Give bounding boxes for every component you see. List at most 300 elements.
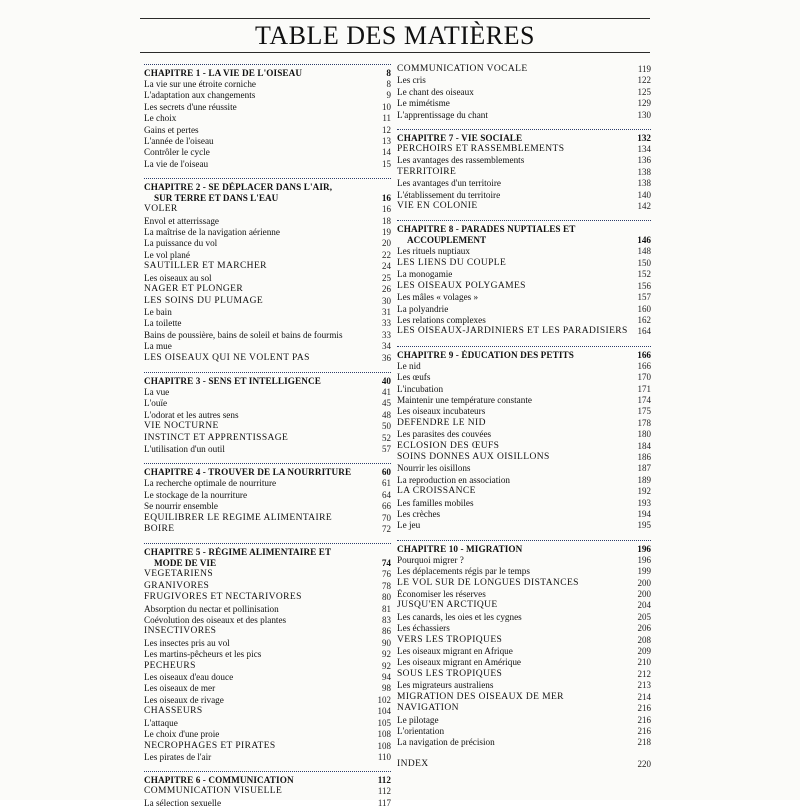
page-number: 187 <box>637 463 651 474</box>
chapter-title-continued: SUR TERRE ET DANS L'EAU <box>154 193 279 204</box>
toc-subentry[interactable] <box>144 273 391 284</box>
page-number: 105 <box>377 717 391 728</box>
subentry-title: Absorption du nectar et pollinisation <box>144 603 279 614</box>
page-number: 205 <box>637 611 651 622</box>
page-number: 210 <box>637 657 651 668</box>
toc-section-entry[interactable] <box>144 626 391 637</box>
toc-section-entry[interactable] <box>144 592 391 603</box>
toc-subentry[interactable] <box>397 406 651 417</box>
toc-subentry[interactable] <box>397 657 651 668</box>
page-number: 184 <box>637 440 651 451</box>
toc-section-entry[interactable] <box>144 284 391 295</box>
chapter-title-line-2 <box>144 193 391 204</box>
chapter-title-line-2 <box>144 558 391 569</box>
page-number: 66 <box>382 501 391 512</box>
toc-section-entry[interactable] <box>397 281 651 292</box>
toc-index-entry[interactable] <box>397 759 651 770</box>
page-number: 189 <box>637 474 651 485</box>
toc-subentry[interactable] <box>144 387 391 398</box>
chapter-title: CHAPITRE 6 - COMMUNICATION <box>144 775 294 786</box>
subentry-title: Gains et pertes <box>144 124 199 135</box>
toc-section-entry[interactable] <box>397 64 651 75</box>
subentry-title: Le choix <box>144 113 177 124</box>
section-title: LES OISEAUX-JARDINIERS ET LES PARADISIERS <box>397 326 628 337</box>
page-number: 15 <box>382 158 391 169</box>
subentry-title: L'utilisation d'un outil <box>144 443 225 454</box>
toc-subentry[interactable] <box>397 304 651 315</box>
toc-subentry[interactable] <box>397 520 651 531</box>
subentry-title: Les secrets d'une réussite <box>144 101 237 112</box>
toc-subentry[interactable] <box>397 155 651 166</box>
toc-section-entry[interactable] <box>397 167 651 178</box>
toc-section-entry[interactable] <box>397 144 651 155</box>
section-title: DÉFENDRE LE NID <box>397 417 486 428</box>
page-number: 178 <box>637 417 651 428</box>
toc-section-entry[interactable] <box>397 486 651 497</box>
subentry-title: Les oiseaux de rivage <box>144 694 224 705</box>
page-number: 16 <box>382 204 391 215</box>
toc-section-entry[interactable] <box>144 433 391 444</box>
page-number: 25 <box>382 272 391 283</box>
page-number: 70 <box>382 512 391 523</box>
page-number: 194 <box>637 509 651 519</box>
page-number: 10 <box>382 101 391 112</box>
toc-subentry[interactable] <box>397 87 651 98</box>
page-number: 213 <box>637 680 651 691</box>
toc-subentry[interactable] <box>397 395 651 406</box>
subentry-title: Les échassiers <box>397 623 450 634</box>
toc-subentry[interactable] <box>397 646 651 657</box>
toc-subentry[interactable] <box>144 752 391 763</box>
subentry-title: Les martins-pêcheurs et les pics <box>144 649 262 660</box>
page-number: 200 <box>637 577 651 588</box>
subentry-title: Les familles mobiles <box>397 497 474 508</box>
page-number: 31 <box>382 306 391 317</box>
page-number: 216 <box>637 725 651 736</box>
page-number: 86 <box>382 626 391 637</box>
toc-chapter-heading[interactable] <box>397 346 651 361</box>
section-title: BOIRE <box>144 524 175 534</box>
subentry-title: Pourquoi migrer ? <box>397 554 464 565</box>
subentry-title: Coévolution des oiseaux et des plantes <box>144 615 287 626</box>
toc-chapter-heading[interactable] <box>144 178 391 204</box>
subentry-title: La sélection sexuelle <box>144 797 222 808</box>
toc-subentry[interactable] <box>397 566 651 577</box>
toc-subentry[interactable] <box>397 269 651 280</box>
toc-section-entry[interactable] <box>397 692 651 703</box>
subentry-title: Le bain <box>144 306 172 317</box>
subentry-title: L'ouïe <box>144 398 168 409</box>
section-title: COMMUNICATION VOCALE <box>397 64 528 74</box>
page-number: 57 <box>382 443 391 454</box>
subentry-title: Les pirates de l'air <box>144 751 212 762</box>
subentry-title: Le chant des oiseaux <box>397 86 474 97</box>
subentry-title: L'orientation <box>397 725 445 736</box>
toc-subentry[interactable] <box>144 238 391 249</box>
page-number: 22 <box>382 249 391 260</box>
toc-subentry[interactable] <box>397 384 651 395</box>
toc-subentry[interactable] <box>397 509 651 520</box>
toc-subentry[interactable] <box>397 612 651 623</box>
toc-subentry[interactable] <box>397 246 651 257</box>
toc-section-entry[interactable] <box>397 635 651 646</box>
page-number: 30 <box>382 295 391 306</box>
toc-subentry[interactable] <box>397 315 651 326</box>
subentry-title: L'incubation <box>397 383 444 394</box>
section-title: NAGER ET PLONGER <box>144 284 244 295</box>
toc-subentry[interactable] <box>397 372 651 383</box>
chapter-title-continued: ACCOUPLEMENT <box>407 235 487 246</box>
subentry-title: Bains de poussière, bains de soleil et bains de fourmis <box>144 329 343 340</box>
toc-subentry[interactable] <box>397 589 651 600</box>
subentry-title: La monogamie <box>397 269 453 280</box>
section-title: CHASSEURS <box>144 706 203 717</box>
toc-section-entry[interactable] <box>397 326 651 337</box>
toc-subentry[interactable] <box>144 649 391 660</box>
toc-subentry[interactable] <box>144 729 391 740</box>
section-title: PERCHOIRS ET RASSEMBLEMENTS <box>397 144 565 155</box>
page-number: 170 <box>637 372 651 383</box>
chapter-title-line-1 <box>397 224 651 235</box>
toc-chapter-heading[interactable] <box>397 129 651 144</box>
toc-chapter-heading[interactable] <box>144 771 391 786</box>
subentry-title: Le stockage de la nourriture <box>144 489 248 500</box>
toc-chapter-heading[interactable] <box>144 463 391 478</box>
page-number: 140 <box>637 189 651 200</box>
page-number: 136 <box>637 155 651 166</box>
toc-subentry[interactable] <box>144 501 391 512</box>
section-title: ÉQUILIBRER LE RÉGIME ALIMENTAIRE <box>144 512 333 523</box>
section-title: SOINS DONNÉS AUX OISILLONS <box>397 451 550 462</box>
page-number: 76 <box>382 569 391 580</box>
toc-subentry[interactable] <box>144 410 391 421</box>
page-number: 216 <box>637 703 651 714</box>
toc-subentry[interactable] <box>144 341 391 352</box>
toc-subentry[interactable] <box>144 125 391 136</box>
chapter-title: CHAPITRE 10 - MIGRATION <box>397 543 523 554</box>
toc-subentry[interactable] <box>144 113 391 124</box>
toc-subentry[interactable] <box>397 110 651 121</box>
page-number: 83 <box>382 615 391 626</box>
page-number: 146 <box>637 235 651 246</box>
section-title: LES OISEAUX QUI NE VOLENT PAS <box>144 352 310 363</box>
toc-section-entry[interactable] <box>397 703 651 714</box>
page-number: 20 <box>382 238 391 249</box>
toc-subentry[interactable] <box>144 216 391 227</box>
toc-subentry[interactable] <box>144 638 391 649</box>
toc-section-entry[interactable] <box>397 201 651 212</box>
toc-section-entry[interactable] <box>144 296 391 307</box>
subentry-title: Les rituels nuptiaux <box>397 246 470 257</box>
page-number: 125 <box>637 86 651 97</box>
subentry-title: Les oiseaux incubateurs <box>397 406 486 417</box>
toc-subentry[interactable] <box>144 79 391 90</box>
section-title: MIGRATION DES OISEAUX DE MER <box>397 691 564 702</box>
toc-chapter-heading[interactable] <box>144 64 391 79</box>
section-title: PÊCHEURS <box>144 660 196 671</box>
toc-subentry[interactable] <box>397 178 651 189</box>
page-number: 112 <box>377 786 391 797</box>
section-title: VIE NOCTURNE <box>144 421 219 432</box>
toc-section-entry[interactable] <box>397 418 651 429</box>
page-number: 110 <box>377 751 391 762</box>
page-number: 218 <box>637 737 651 748</box>
subentry-title: Le vol plané <box>144 249 190 260</box>
section-title: FRUGIVORES ET NECTARIVORES <box>144 592 302 603</box>
toc-section-entry[interactable] <box>144 786 391 797</box>
chapter-title: CHAPITRE 3 - SENS ET INTELLIGENCE <box>144 375 321 386</box>
toc-section-entry[interactable] <box>144 204 391 215</box>
page-number: 94 <box>382 672 391 683</box>
chapter-title: CHAPITRE 2 - SE DÉPLACER DANS L'AIR, <box>144 182 333 193</box>
toc-section-entry[interactable] <box>397 441 651 452</box>
page-number: 206 <box>637 623 651 634</box>
header-rule-top <box>140 18 650 19</box>
toc-subentry[interactable] <box>144 147 391 158</box>
subentry-title: L'établissement du territoire <box>397 189 501 200</box>
page-number: 104 <box>377 706 391 717</box>
toc-subentry[interactable] <box>144 798 391 809</box>
section-title: SAUTILLER ET MARCHER <box>144 261 267 272</box>
section-title: TERRITOIRE <box>397 166 457 177</box>
subentry-title: L'apprentissage du chant <box>397 109 488 120</box>
page-number: 40 <box>381 375 391 386</box>
page-number: 98 <box>382 683 391 694</box>
page-number: 78 <box>382 580 391 591</box>
page-header <box>140 18 650 52</box>
page-number: 36 <box>382 352 391 363</box>
subentry-title: Le mimétisme <box>397 98 450 109</box>
toc-section-entry[interactable] <box>144 661 391 672</box>
toc-subentry[interactable] <box>397 475 651 486</box>
toc-subentry[interactable] <box>397 623 651 634</box>
page-number: 9 <box>386 90 391 101</box>
subentry-title: L'attaque <box>144 717 178 728</box>
section-title: SOUS LES TROPIQUES <box>397 668 503 679</box>
page-number: 108 <box>377 740 391 751</box>
section-title: INSTINCT ET APPRENTISSAGE <box>144 432 289 443</box>
toc-subentry[interactable] <box>397 463 651 474</box>
toc-section-entry[interactable] <box>144 741 391 752</box>
page-number: 156 <box>637 280 651 291</box>
subentry-title: Économiser les réserves <box>397 589 486 600</box>
toc-section-entry[interactable] <box>397 578 651 589</box>
toc-section-entry[interactable] <box>397 258 651 269</box>
toc-subentry[interactable] <box>144 672 391 683</box>
toc-subentry[interactable] <box>397 737 651 748</box>
page-title: TABLE DES MATIÈRES <box>255 21 535 50</box>
page-number: 195 <box>637 520 651 531</box>
section-title: VOLER <box>144 204 178 215</box>
toc-section-entry[interactable] <box>144 706 391 717</box>
toc-subentry[interactable] <box>144 159 391 170</box>
page-number: 74 <box>381 558 391 569</box>
toc-subentry[interactable] <box>144 718 391 729</box>
subentry-title: Les crèches <box>397 509 441 519</box>
chapter-title: CHAPITRE 9 - ÉDUCATION DES PETITS <box>397 349 574 360</box>
section-title: LA CROISSANCE <box>397 486 476 497</box>
page-number: 166 <box>637 360 651 371</box>
subentry-title: L'odorat et les autres sens <box>144 409 239 420</box>
page-number: 138 <box>637 166 651 177</box>
toc-chapter-heading[interactable] <box>397 220 651 246</box>
header-rule-bottom <box>140 52 650 53</box>
section-title: LE VOL SUR DE LONGUES DISTANCES <box>397 577 579 588</box>
toc-section-entry[interactable] <box>144 524 391 535</box>
toc-subentry[interactable] <box>144 330 391 341</box>
page-number: 14 <box>382 147 391 158</box>
toc-subentry[interactable] <box>144 444 391 455</box>
page-number: 8 <box>386 79 391 89</box>
page-number: 171 <box>637 383 651 394</box>
toc-subentry[interactable] <box>397 726 651 737</box>
page-number: 24 <box>382 261 391 272</box>
chapter-title-line-2 <box>397 235 651 246</box>
page-number: 16 <box>381 193 391 204</box>
page-number: 164 <box>637 326 651 337</box>
subentry-title: Les oiseaux de mer <box>144 683 216 694</box>
toc-subentry[interactable] <box>144 478 391 489</box>
toc-subentry[interactable] <box>144 615 391 626</box>
page-number: 199 <box>637 566 651 577</box>
subentry-title: La polyandrie <box>397 303 449 314</box>
page-number: 214 <box>637 691 651 702</box>
toc-subentry[interactable] <box>397 75 651 86</box>
toc-section-entry[interactable] <box>144 353 391 364</box>
toc-subentry[interactable] <box>144 318 391 329</box>
subentry-title: Les migrateurs australiens <box>397 680 494 691</box>
subentry-title: Le jeu <box>397 520 421 531</box>
toc-chapter-heading[interactable] <box>144 543 391 569</box>
page-number: 129 <box>637 98 651 109</box>
page-number: 33 <box>382 318 391 329</box>
toc-subentry[interactable] <box>144 695 391 706</box>
page-number: 132 <box>637 133 651 144</box>
chapter-title: CHAPITRE 5 - RÉGIME ALIMENTAIRE ET <box>144 547 332 558</box>
page-number: 12 <box>382 124 391 135</box>
toc-subentry[interactable] <box>397 680 651 691</box>
subentry-title: Les relations complexes <box>397 314 486 325</box>
toc-chapter-heading[interactable] <box>397 540 651 555</box>
toc-subentry[interactable] <box>397 429 651 440</box>
page-number: 134 <box>637 144 651 155</box>
toc-subentry[interactable] <box>397 555 651 566</box>
toc-subentry[interactable] <box>144 90 391 101</box>
section-title: VIE EN COLONIE <box>397 201 478 212</box>
toc-section-entry[interactable] <box>144 421 391 432</box>
toc-subentry[interactable] <box>397 98 651 109</box>
subentry-title: La mue <box>144 341 172 352</box>
subentry-title: Maintenir une température constante <box>397 394 532 405</box>
toc-subentry[interactable] <box>144 136 391 147</box>
toc-subentry[interactable] <box>144 102 391 113</box>
chapter-title: CHAPITRE 4 - TROUVER DE LA NOURRITURE <box>144 467 352 478</box>
page-number: 220 <box>637 758 651 769</box>
toc-section-entry[interactable] <box>144 569 391 580</box>
subentry-title: Nourrir les oisillons <box>397 463 471 474</box>
page-number: 41 <box>382 386 391 397</box>
toc-subentry[interactable] <box>144 604 391 615</box>
page-number: 19 <box>382 227 391 238</box>
page-number: 175 <box>637 406 651 417</box>
toc-subentry[interactable] <box>144 227 391 238</box>
toc-column-left <box>144 64 391 809</box>
toc-subentry[interactable] <box>397 715 651 726</box>
section-title: LES SOINS DU PLUMAGE <box>144 295 264 306</box>
subentry-title: La toilette <box>144 318 182 329</box>
toc-subentry[interactable] <box>144 307 391 318</box>
page-number: 160 <box>637 303 651 314</box>
subentry-title: Le nid <box>397 360 421 371</box>
page-number: 130 <box>637 109 651 120</box>
toc-subentry[interactable] <box>397 292 651 303</box>
page-number: 72 <box>382 524 391 534</box>
page-number: 81 <box>382 603 391 614</box>
subentry-title: La vue <box>144 386 170 397</box>
toc-subentry[interactable] <box>144 490 391 501</box>
page-number: 52 <box>382 432 391 443</box>
section-title: VERS LES TROPIQUES <box>397 634 503 645</box>
toc-section-entry[interactable] <box>397 669 651 680</box>
toc-section-entry[interactable] <box>144 513 391 524</box>
subentry-title: Les oiseaux migrant en Amérique <box>397 657 521 668</box>
page-number: 11 <box>382 113 391 124</box>
toc-subentry[interactable] <box>397 190 651 201</box>
page-number: 60 <box>381 467 391 478</box>
subentry-title: La reproduction en association <box>397 474 511 485</box>
page-number: 50 <box>382 421 391 432</box>
page-number: 192 <box>637 486 651 497</box>
subentry-title: Les avantages d'un territoire <box>397 178 501 189</box>
subentry-title: Les mâles « volages » <box>397 292 479 303</box>
section-title: LES OISEAUX POLYGAMES <box>397 280 526 291</box>
page-number: 204 <box>637 600 651 611</box>
toc-subentry[interactable] <box>144 683 391 694</box>
section-title: NAVIGATION <box>397 703 459 714</box>
toc-chapter-heading[interactable] <box>144 372 391 387</box>
chapter-title: CHAPITRE 7 - VIE SOCIALE <box>397 133 523 144</box>
page-number: 61 <box>382 478 391 489</box>
toc-subentry[interactable] <box>144 398 391 409</box>
page-number: 92 <box>382 649 391 660</box>
toc-subentry[interactable] <box>397 498 651 509</box>
subentry-title: Le choix d'une proie <box>144 729 220 740</box>
toc-section-entry[interactable] <box>144 581 391 592</box>
subentry-title: La navigation de précision <box>397 737 495 748</box>
toc-subentry[interactable] <box>397 361 651 372</box>
toc-subentry[interactable] <box>144 250 391 261</box>
page-number: 216 <box>637 714 651 725</box>
toc-section-entry[interactable] <box>397 600 651 611</box>
toc-section-entry[interactable] <box>397 452 651 463</box>
chapter-title: CHAPITRE 1 - LA VIE DE L'OISEAU <box>144 68 303 78</box>
page-number: 112 <box>377 775 391 786</box>
page-number: 212 <box>637 668 651 679</box>
section-title: ÉCLOSION DES ŒUFS <box>397 440 500 451</box>
subentry-title: Envol et atterrissage <box>144 215 220 226</box>
section-title: GRANIVORES <box>144 580 210 591</box>
chapter-title-continued: MODE DE VIE <box>154 558 217 569</box>
page-number: 45 <box>382 398 391 409</box>
page-number: 33 <box>382 329 391 340</box>
page-number: 18 <box>382 215 391 226</box>
section-title: INSECTIVORES <box>144 626 217 637</box>
page-number: 80 <box>382 592 391 603</box>
subentry-title: Contrôler le cycle <box>144 147 210 158</box>
chapter-title: CHAPITRE 8 - PARADES NUPTIALES ET <box>397 224 576 235</box>
toc-section-entry[interactable] <box>144 261 391 272</box>
subentry-title: Le pilotage <box>397 714 439 725</box>
